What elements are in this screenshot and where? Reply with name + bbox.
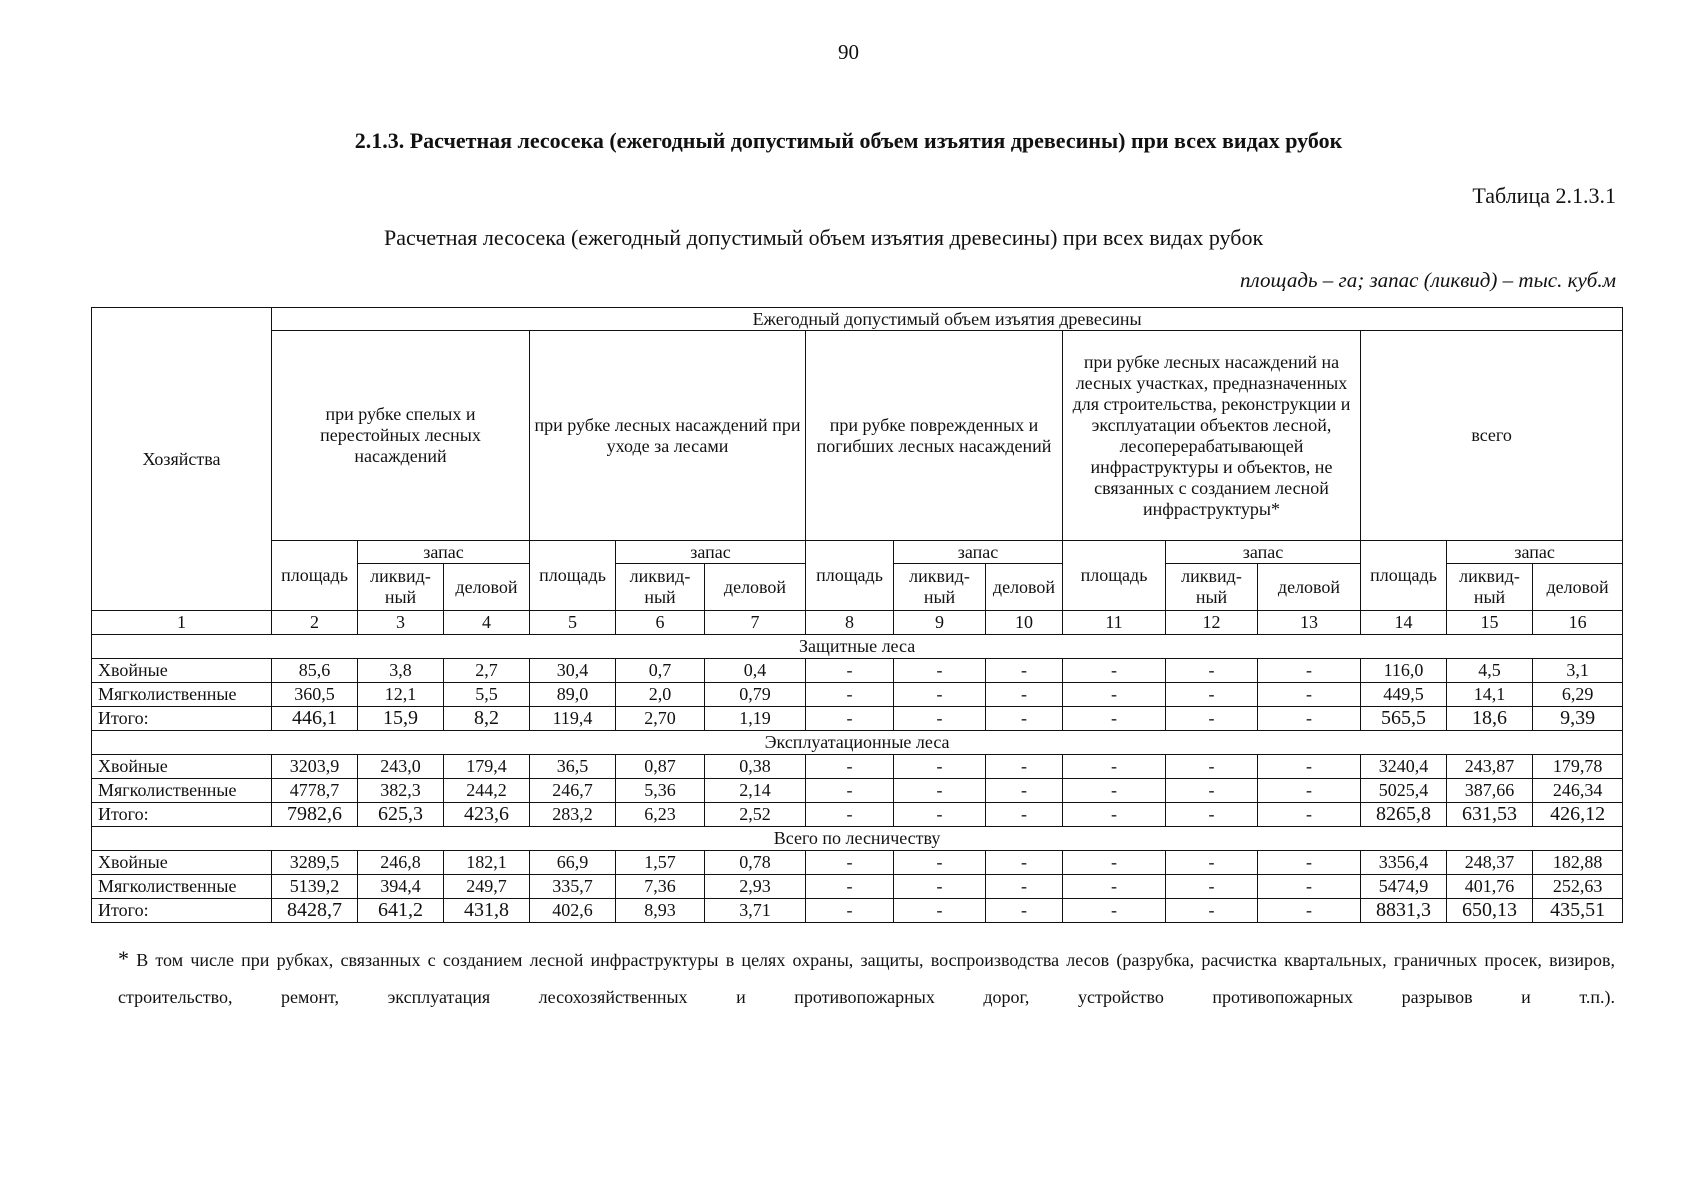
table-cell: - [1166,755,1258,779]
table-cell: 1,57 [616,851,705,875]
table-cell: - [894,659,986,683]
column-number: 13 [1258,611,1361,635]
row-name: Хвойные [92,659,272,683]
row-name: Мягколиственные [92,875,272,899]
header-business: деловой [1533,564,1623,611]
table-cell: - [1166,803,1258,827]
column-number: 1 [92,611,272,635]
table-cell: 119,4 [530,707,616,731]
header-group-mature: при рубке спелых и перестойных лесных насаждений [272,331,530,541]
table-number: Таблица 2.1.3.1 [1472,183,1616,208]
table-cell: - [986,659,1063,683]
table-cell: - [1166,683,1258,707]
column-number: 15 [1447,611,1533,635]
table-cell: - [986,779,1063,803]
header-business: деловой [444,564,530,611]
header-area: площадь [530,541,616,611]
section-title: Всего по лесничеству [92,827,1623,851]
logging-table [91,307,1623,923]
table-cell: - [806,755,894,779]
table-cell: 2,52 [705,803,806,827]
table-cell: - [894,851,986,875]
table-cell: 401,76 [1447,875,1533,899]
table-cell: 85,6 [272,659,358,683]
table-cell: - [806,659,894,683]
table-cell: - [1166,851,1258,875]
header-liquid: ликвид-ный [358,564,444,611]
table-cell: 15,9 [358,707,444,731]
section-title: Защитные леса [92,635,1623,659]
table-cell: - [1063,899,1166,923]
column-number: 6 [616,611,705,635]
column-number: 8 [806,611,894,635]
table-cell: 6,23 [616,803,705,827]
table-row [92,659,1623,683]
table-cell: - [806,779,894,803]
table-cell: - [1258,851,1361,875]
column-number-row [92,611,1623,635]
header-liquid: ликвид-ный [616,564,705,611]
table-cell: 449,5 [1361,683,1447,707]
table-cell: 2,70 [616,707,705,731]
section-title: Эксплуатационные леса [92,731,1623,755]
table-row [92,755,1623,779]
header-stock: запас [1166,541,1361,564]
table-cell: 2,0 [616,683,705,707]
table-cell: - [1258,707,1361,731]
header-business: деловой [1258,564,1361,611]
page-number: 90 [838,40,859,64]
table-cell: 0,79 [705,683,806,707]
column-number: 3 [358,611,444,635]
column-number: 14 [1361,611,1447,635]
footnote [118,940,1615,1016]
table-cell: - [806,851,894,875]
table-cell: - [986,875,1063,899]
table-cell: 18,6 [1447,707,1533,731]
section-row [92,731,1623,755]
column-number: 4 [444,611,530,635]
table-cell: 3,8 [358,659,444,683]
table-cell: 0,4 [705,659,806,683]
table-cell: - [894,683,986,707]
table-cell: - [1063,875,1166,899]
table-cell: 435,51 [1533,899,1623,923]
table-cell: 5,36 [616,779,705,803]
footnote-star: * [118,946,129,971]
table-cell: 182,88 [1533,851,1623,875]
table-cell: 6,29 [1533,683,1623,707]
table-cell: - [1166,875,1258,899]
table-cell: 246,8 [358,851,444,875]
table-row [92,875,1623,899]
table-cell: - [894,899,986,923]
table-cell: - [806,875,894,899]
header-area: площадь [1361,541,1447,611]
table-cell: - [894,707,986,731]
table-cell: - [986,803,1063,827]
table-cell: - [1063,851,1166,875]
footnote-text: В том числе при рубках, связанных с созданием лесной инфраструктуры в целях охраны, защиты, воспроизводства лесов (разрубка, расчистка квартальных, граничных просек, визиров, строительство, ремонт, эксплуатация лесохозяйственных и противопожарных дорог, устройство противопожарных разрывов и т.п.). [118,950,1616,1007]
table-cell: 641,2 [358,899,444,923]
table-cell: 3240,4 [1361,755,1447,779]
table-cell: 283,2 [530,803,616,827]
table-cell: 244,2 [444,779,530,803]
header-area: площадь [806,541,894,611]
table-cell: 8428,7 [272,899,358,923]
table-cell: - [1063,707,1166,731]
table-cell: - [894,779,986,803]
table-cell: 8831,3 [1361,899,1447,923]
table-cell: - [1258,875,1361,899]
table-cell: - [806,803,894,827]
column-number: 2 [272,611,358,635]
table-cell: 243,0 [358,755,444,779]
table-cell: 36,5 [530,755,616,779]
table-cell: 0,87 [616,755,705,779]
table-cell: 565,5 [1361,707,1447,731]
header-stock: запас [1447,541,1623,564]
table-row [92,683,1623,707]
row-name: Мягколиственные [92,683,272,707]
row-name: Хвойные [92,851,272,875]
header-liquid: ликвид-ный [894,564,986,611]
header-group-damaged: при рубке поврежденных и погибших лесных насаждений [806,331,1063,541]
section-row [92,635,1623,659]
header-group-care: при рубке лесных насаждений при уходе за лесами [530,331,806,541]
table-cell: - [986,851,1063,875]
table-cell: 7,36 [616,875,705,899]
table-row [92,779,1623,803]
column-number: 5 [530,611,616,635]
table-cell: 5025,4 [1361,779,1447,803]
section-title: 2.1.3. Расчетная лесосека (ежегодный допустимый объем изъятия древесины) при всех видах рубок [354,128,1343,153]
table-cell: - [1063,659,1166,683]
header-liquid: ликвид-ный [1166,564,1258,611]
table-cell: - [1166,707,1258,731]
table-row [92,899,1623,923]
table-row [92,803,1623,827]
row-name: Итого: [92,707,272,731]
table-cell: 182,1 [444,851,530,875]
table-cell: - [986,707,1063,731]
row-name: Итого: [92,899,272,923]
table-cell: 248,37 [1447,851,1533,875]
table-cell: 0,78 [705,851,806,875]
table-cell: 252,63 [1533,875,1623,899]
header-liquid: ликвид-ный [1447,564,1533,611]
table-cell: - [1063,779,1166,803]
header-business: деловой [986,564,1063,611]
table-cell: - [1258,659,1361,683]
units-note: площадь – га; запас (ликвид) – тыс. куб.м [1240,268,1616,292]
table-cell: 1,19 [705,707,806,731]
table-cell: 14,1 [1447,683,1533,707]
table-cell: 7982,6 [272,803,358,827]
table-cell: 0,7 [616,659,705,683]
header-farms: Хозяйства [92,308,272,611]
table-cell: 3,1 [1533,659,1623,683]
table-cell: - [986,899,1063,923]
table-cell: 3203,9 [272,755,358,779]
table-cell: 631,53 [1447,803,1533,827]
table-cell: 394,4 [358,875,444,899]
table-cell: 402,6 [530,899,616,923]
row-name: Хвойные [92,755,272,779]
table-cell: 423,6 [444,803,530,827]
table-cell: 2,14 [705,779,806,803]
header-stock: запас [616,541,806,564]
table-cell: - [1258,803,1361,827]
table-cell: - [894,803,986,827]
table-cell: 382,3 [358,779,444,803]
table-cell: - [1258,683,1361,707]
table-cell: - [806,683,894,707]
table-cell: 9,39 [1533,707,1623,731]
table-cell: - [1063,683,1166,707]
table-cell: 650,13 [1447,899,1533,923]
table-cell: - [1166,779,1258,803]
table-cell: - [894,755,986,779]
table-cell: 8,93 [616,899,705,923]
table-cell: 5139,2 [272,875,358,899]
header-group-total: всего [1361,331,1623,541]
header-group-infrastructure: при рубке лесных насаждений на лесных участках, предназначенных для строительства, реконструкции и эксплуатации объектов лесной, лесоперерабатывающей инфраструктуры и объектов, не связанных с созданием лесной инфраструктуры* [1063,331,1361,541]
table-row [92,851,1623,875]
table-cell: - [894,875,986,899]
table-cell: 360,5 [272,683,358,707]
section-row [92,827,1623,851]
table-cell: 335,7 [530,875,616,899]
table-cell: 4778,7 [272,779,358,803]
header-area: площадь [1063,541,1166,611]
table-cell: 246,34 [1533,779,1623,803]
table-cell: 387,66 [1447,779,1533,803]
table-cell: 4,5 [1447,659,1533,683]
column-number: 9 [894,611,986,635]
table-row [92,707,1623,731]
table-cell: 426,12 [1533,803,1623,827]
table-cell: 30,4 [530,659,616,683]
header-annual-volume: Ежегодный допустимый объем изъятия древесины [272,308,1623,331]
table-cell: - [1166,659,1258,683]
column-number: 16 [1533,611,1623,635]
column-number: 7 [705,611,806,635]
table-cell: - [986,755,1063,779]
table-cell: - [1063,803,1166,827]
table-cell: - [806,707,894,731]
table-cell: - [1166,899,1258,923]
header-stock: запас [894,541,1063,564]
table-cell: 446,1 [272,707,358,731]
table-cell: 12,1 [358,683,444,707]
header-area: площадь [272,541,358,611]
table-cell: 3289,5 [272,851,358,875]
table-cell: - [1258,779,1361,803]
table-cell: 2,7 [444,659,530,683]
table-cell: 5474,9 [1361,875,1447,899]
table-cell: - [1063,755,1166,779]
table-caption: Расчетная лесосека (ежегодный допустимый объем изъятия древесины) при всех видах рубок [384,225,1264,250]
table-cell: 3,71 [705,899,806,923]
table-cell: 249,7 [444,875,530,899]
table-cell: 246,7 [530,779,616,803]
table-cell: - [806,899,894,923]
header-stock: запас [358,541,530,564]
table-cell: 179,4 [444,755,530,779]
table-cell: 0,38 [705,755,806,779]
table-cell: 116,0 [1361,659,1447,683]
table-cell: 5,5 [444,683,530,707]
table-cell: 2,93 [705,875,806,899]
row-name: Мягколиственные [92,779,272,803]
column-number: 10 [986,611,1063,635]
table-cell: 431,8 [444,899,530,923]
table-cell: 179,78 [1533,755,1623,779]
column-number: 11 [1063,611,1166,635]
table-cell: - [986,683,1063,707]
table-cell: 89,0 [530,683,616,707]
header-business: деловой [705,564,806,611]
table-cell: 3356,4 [1361,851,1447,875]
table-cell: 625,3 [358,803,444,827]
table-cell: 8265,8 [1361,803,1447,827]
table-cell: - [1258,755,1361,779]
row-name: Итого: [92,803,272,827]
table-cell: 66,9 [530,851,616,875]
table-cell: 243,87 [1447,755,1533,779]
table-cell: - [1258,899,1361,923]
table-cell: 8,2 [444,707,530,731]
column-number: 12 [1166,611,1258,635]
